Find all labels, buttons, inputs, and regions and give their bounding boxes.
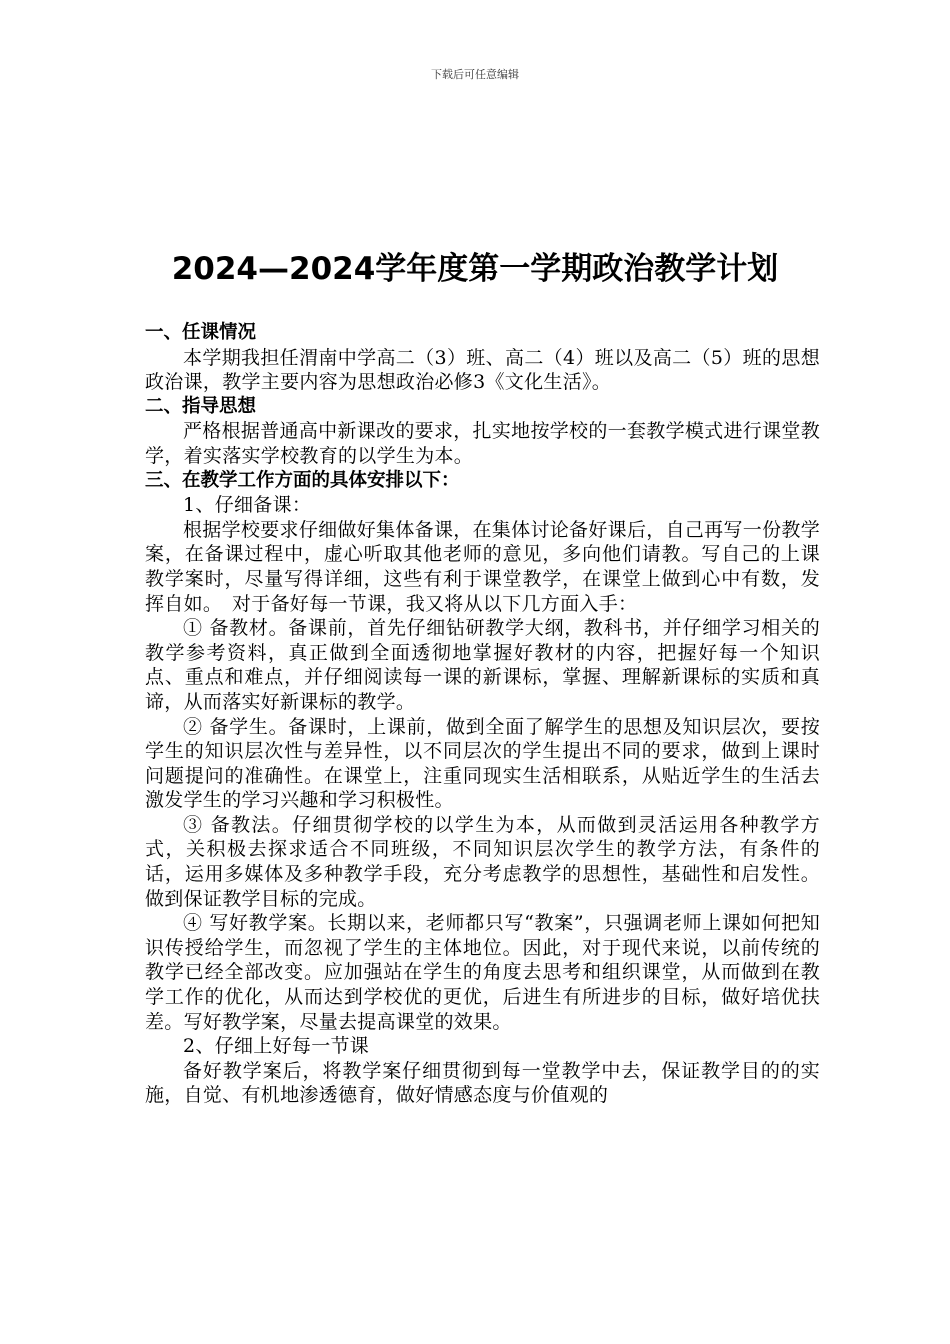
paragraph: ④ 写好教学案。长期以来，老师都只写“教案”，只强调老师上课如何把知识传授给学生，而忽视了学生的主体地位。因此，对于现代来说，以前传统的教学已经全部改变。应加强站在学生的角度去思考和组织课堂，从而做到在教学工作的优化，从而达到学校优的更优，后进生有所进步的目标，做好培优扶差。写好教学案，尽量去提高课堂的效果。 xyxy=(145,912,820,1033)
paragraph: 严格根据普通高中新课改的要求，扎实地按学校的一套教学模式进行课堂教学，着实落实学校教育的以学生为本。 xyxy=(145,420,820,467)
subheading-paragraph: 2、仔细上好每一节课 xyxy=(183,1035,370,1058)
paragraph: ② 备学生。备课时，上课前，做到全面了解学生的思想及知识层次，要按学生的知识层次性与差异性，以不同层次的学生提出不同的要求，做到上课时问题提问的准确性。在课堂上，注重同现实生活相联系，从贴近学生的生活去激发学生的学习兴趣和学习积极性。 xyxy=(145,715,820,812)
section-heading: 一、任课情况 xyxy=(145,322,257,343)
paragraph: 本学期我担任渭南中学高二（3）班、高二（4）班以及高二（5）班的思想政治课，教学主要内容为思想政治必修3《文化生活》。 xyxy=(145,346,820,394)
paragraph: 根据学校要求仔细做好集体备课，在集体讨论备好课后，自己再写一份教学案，在备课过程中，虚心听取其他老师的意见，多向他们请教。写自己的上课教学案时，尽量写得详细，这些有利于课堂教学，在课堂上做到心中有数，发挥自如。 对于备好每一节课，我又将从以下几方面入手： xyxy=(145,518,820,615)
section-heading: 二、指导思想 xyxy=(145,395,257,417)
header-note: 下载后可任意编辑 xyxy=(431,68,519,81)
document-title: 2024—2024学年度第一学期政治教学计划 xyxy=(171,251,779,287)
paragraph: ① 备教材。备课前，首先仔细钻研教学大纲，教科书，并仔细学习相关的教学参考资料，真正做到全面透彻地掌握好教材的内容，把握好每一个知识点、重点和难点，并仔细阅读每一课的新课标，掌握、理解新课标的实质和真谛，从而落实好新课标的教学。 xyxy=(145,617,820,713)
paragraph: ③ 备教法。仔细贯彻学校的以学生为本，从而做到灵活运用各种教学方式，关积极去探求适合不同班级，不同知识层次学生的教学方法，有条件的话，运用多媒体及多种教学手段，充分考虑教学的思想性，基础性和启发性。做到保证教学目标的完成。 xyxy=(145,813,820,910)
document-body xyxy=(145,321,820,1108)
paragraph: 备好教学案后，将教学案仔细贯彻到每一堂教学中去，保证教学目的的实施，自觉、有机地渗透德育，做好情感态度与价值观的 xyxy=(145,1059,820,1107)
section-heading: 三、在教学工作方面的具体安排以下： xyxy=(145,469,460,491)
subheading-paragraph: 1、仔细备课： xyxy=(183,494,312,517)
